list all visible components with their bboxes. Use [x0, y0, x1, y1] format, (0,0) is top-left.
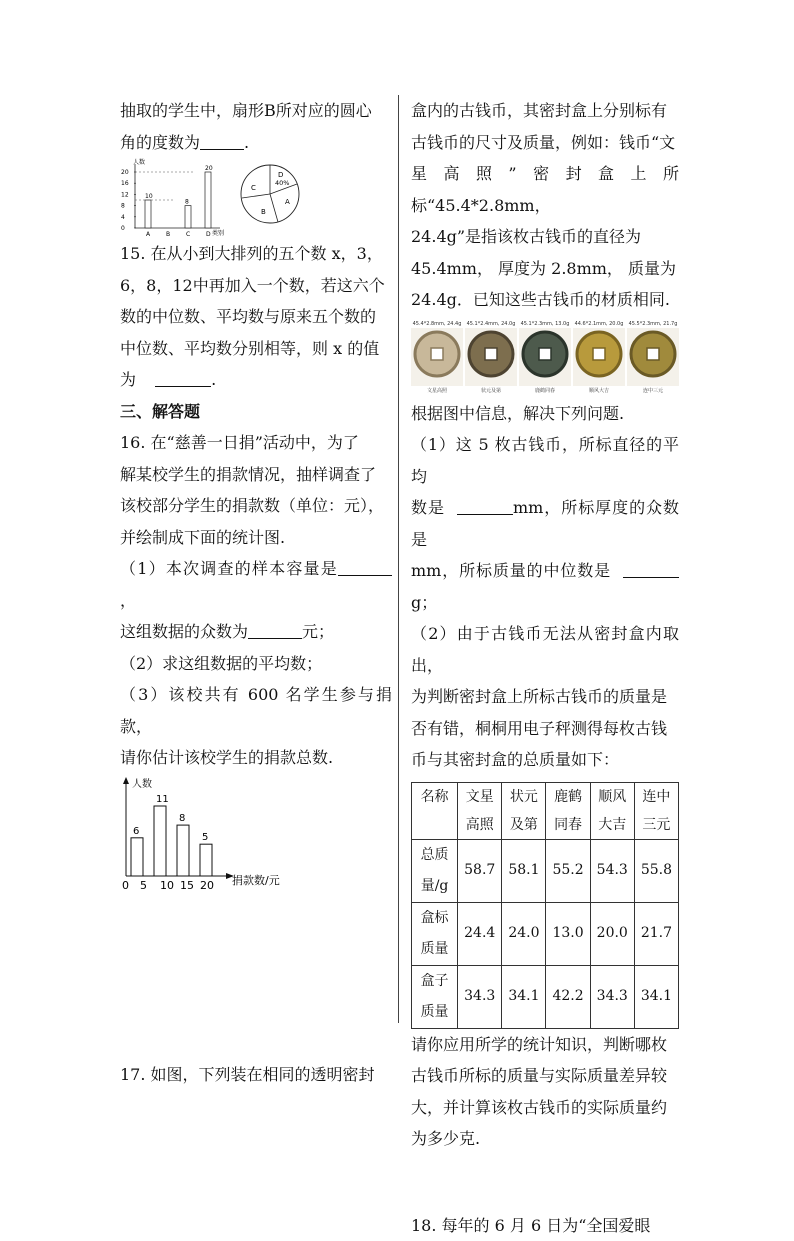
table-cell: 盒子质量 [412, 965, 458, 1028]
q14-line-2 [120, 127, 392, 159]
donation-bar-label: 8 [179, 813, 185, 824]
q17-diameter-mean-blank[interactable] [457, 496, 513, 515]
table-cell: 58.1 [502, 839, 546, 902]
coin-spec: 45.1*2.4mm, 24.0g [467, 321, 516, 327]
q14-period: . [244, 133, 249, 152]
table-header-cell: 顺风 大吉 [590, 782, 634, 839]
donation-bar-chart [120, 776, 300, 894]
donation-bar-label: 5 [202, 832, 208, 843]
bar-chart-x-tick: A [146, 231, 151, 238]
q16-sample-size-blank[interactable] [338, 557, 392, 576]
pie-label-d-percent: 40% [275, 179, 289, 187]
q16-part1-text: （1）本次调查的样本容量是 [120, 559, 338, 578]
q17-cont-6: 24.4g．已知这些古钱币的材质相同. [411, 284, 679, 316]
q17-part1-text-a: 数是 [411, 498, 451, 517]
q17-part2-line-4: 币与其密封盒的总质量如下： [411, 744, 679, 776]
q18-line-1: 18. 每年的 6 月 6 日为“全国爱眼 [411, 1210, 679, 1241]
q17-part1-text-c: mm，所标质量的中位数是 [411, 561, 617, 580]
q16-mode-blank[interactable] [248, 620, 302, 639]
bar-chart-y-tick: 4 [121, 214, 125, 221]
q16-mode-text: 这组数据的众数为 [120, 622, 248, 641]
bar-chart-y-tick: 12 [121, 191, 129, 198]
table-cell: 34.1 [502, 965, 546, 1028]
q16-part3-line-2: 请你估计该校学生的捐款总数. [120, 742, 392, 774]
donation-bar [154, 806, 166, 876]
q17-part1-line-1: （1）这 5 枚古钱币，所标直径的平均 [411, 429, 679, 492]
donation-x-tick: 20 [200, 879, 214, 892]
bar-chart-bar [145, 200, 151, 228]
bar-chart-bar [185, 206, 191, 228]
table-cell: 盒标质量 [412, 902, 458, 965]
q16-part2: （2）求这组数据的平均数； [120, 648, 392, 680]
q15-line-5 [120, 364, 392, 396]
left-column [120, 95, 392, 1090]
bar-chart-bar-label: 10 [145, 193, 153, 200]
table-header-cell: 名称 [412, 782, 458, 839]
right-column [411, 95, 679, 1241]
donation-bar-label: 11 [156, 794, 169, 805]
pie-label-b: B [261, 208, 266, 216]
column-divider [398, 95, 399, 1023]
coin-name: 连中三元 [643, 387, 663, 394]
q16-line-2: 解某校学生的捐款情况，抽样调查了 [120, 459, 392, 491]
table-row [412, 965, 679, 1028]
coin-name: 状元及第 [481, 387, 501, 394]
bar-chart-y-tick: 8 [121, 203, 125, 210]
q16-part1-line-2 [120, 616, 392, 648]
coin-name: 鹿鹤同春 [535, 387, 555, 394]
q15-line-2: 6，8，12中再加入一个数，若这六个 [120, 270, 392, 302]
bar-chart-y-tick: 20 [121, 169, 129, 176]
bar-chart-x-tick: B [166, 231, 170, 238]
pie-label-a: A [285, 198, 290, 206]
bar-chart-bar-label: 8 [185, 199, 189, 206]
q14-figures [120, 158, 392, 238]
coin-hole [647, 348, 659, 360]
q15-line-3: 数的中位数、平均数与原来五个数的 [120, 301, 392, 333]
table-cell: 34.1 [634, 965, 678, 1028]
q16-line-1: 16. 在“慈善一日捐”活动中，为了 [120, 427, 392, 459]
coin-spec: 44.6*2.1mm, 20.0g [575, 321, 624, 327]
coin-spec: 45.4*2.8mm, 24.4g [413, 321, 462, 327]
table-row [412, 902, 679, 965]
q17-part1-text-b: mm，所标厚度的众数是 [411, 498, 679, 549]
coin-hole [485, 348, 497, 360]
donation-bar-label: 6 [133, 825, 139, 836]
table-cell: 55.8 [634, 839, 678, 902]
table-cell: 34.3 [590, 965, 634, 1028]
q17-part1-line-3 [411, 555, 679, 618]
q17-cont-1: 盒内的古钱币，其密封盒上分别标有 [411, 95, 679, 127]
q17-cont-3: 星高照”密封盒上所标“45.4*2.8mm， [411, 158, 679, 221]
bar-chart-y-tick: 16 [121, 180, 129, 187]
table-cell: 总质量/g [412, 839, 458, 902]
table-header-cell: 连中 三元 [634, 782, 678, 839]
q15-text: 为 [120, 370, 141, 389]
table-header-row [412, 782, 679, 839]
q17-mass-median-blank[interactable] [623, 559, 679, 578]
table-cell: 58.7 [458, 839, 502, 902]
spacer [120, 894, 392, 1059]
table-cell: 42.2 [546, 965, 590, 1028]
q17-cont-4: 24.4g”是指该枚古钱币的直径为 [411, 221, 679, 253]
q14-text: 角的度数为 [120, 133, 200, 152]
q15-period: . [211, 370, 216, 389]
q16-part1-line-1 [120, 553, 392, 616]
q17-cont-2: 古钱币的尺寸及质量，例如：钱币“文 [411, 127, 679, 159]
q17-part2-line-8: 为多少克. [411, 1123, 679, 1155]
q17-part1-text-d: g； [411, 593, 437, 612]
q17-part2-line-3: 否有错，桐桐用电子秤测得每枚古钱 [411, 713, 679, 745]
coin-hole [431, 348, 443, 360]
section-title: 三、解答题 [120, 396, 392, 428]
donation-x-tick: 10 [160, 879, 174, 892]
q16-mode-unit: 元； [302, 622, 334, 641]
table-cell: 13.0 [546, 902, 590, 965]
coin-hole [539, 348, 551, 360]
table-cell: 54.3 [590, 839, 634, 902]
table-header-cell: 文星 高照 [458, 782, 502, 839]
q15-answer-blank[interactable] [155, 368, 211, 387]
bar-chart-x-tick: C [186, 231, 190, 238]
q16-part1-comma: ， [120, 591, 136, 610]
bar-chart-x-tick: D [206, 231, 211, 238]
donation-x-tick: 5 [140, 879, 147, 892]
donation-bar [177, 825, 189, 876]
spacer [411, 1155, 679, 1210]
q17-part2-line-5: 请你应用所学的统计知识，判断哪枚 [411, 1029, 679, 1061]
q17-prompt: 根据图中信息，解决下列问题. [411, 398, 679, 430]
bar-chart-xlabel: 类别 [212, 229, 224, 237]
coin-spec: 45.1*2.3mm, 13.0g [521, 321, 570, 327]
coin-hole [593, 348, 605, 360]
table-header-cell: 鹿鹤 同春 [546, 782, 590, 839]
bar-chart-ylabel: 人数 [133, 158, 145, 166]
table-cell: 34.3 [458, 965, 502, 1028]
donation-ylabel: 人数 [132, 777, 152, 790]
table-cell: 24.4 [458, 902, 502, 965]
table-cell: 21.7 [634, 902, 678, 965]
pie-label-d: D [278, 171, 283, 179]
q14-line-1: 抽取的学生中，扇形B所对应的圆心 [120, 95, 392, 127]
donation-bar [200, 844, 212, 876]
q17-line-1: 17. 如图，下列装在相同的透明密封 [120, 1059, 392, 1091]
table-cell: 20.0 [590, 902, 634, 965]
donation-x-tick: 15 [180, 879, 194, 892]
bar-chart-y-tick: 0 [121, 225, 125, 232]
coin-spec: 45.5*2.3mm, 21.7g [629, 321, 678, 327]
donation-bar [131, 837, 143, 875]
table-cell: 24.0 [502, 902, 546, 965]
q14-pie-chart [238, 160, 308, 230]
pie-label-c: C [251, 184, 256, 192]
q15-line-1: 15. 在从小到大排列的五个数 x，3， [120, 238, 392, 270]
table-header-cell: 状元 及第 [502, 782, 546, 839]
q17-part2-line-1: （2）由于古钱币无法从密封盒内取出， [411, 618, 679, 681]
donation-x-tick: 0 [122, 879, 129, 892]
q16-part3-line-1: （3）该校共有 600 名学生参与捐款， [120, 679, 392, 742]
coin-name: 文星高照 [427, 387, 448, 394]
q16-line-4: 并绘制成下面的统计图. [120, 522, 392, 554]
q17-part1-line-2 [411, 492, 679, 555]
bar-chart-bar [205, 172, 211, 228]
table-row [412, 839, 679, 902]
coin-name: 顺风大吉 [589, 387, 609, 394]
bar-chart-bar-label: 20 [205, 165, 213, 172]
table-cell: 55.2 [546, 839, 590, 902]
coins-figure [411, 316, 679, 398]
q14-answer-blank[interactable] [200, 131, 244, 150]
q16-line-3: 该校部分学生的捐款数（单位：元）， [120, 490, 392, 522]
q17-part2-line-7: 大，并计算该枚古钱币的实际质量约 [411, 1092, 679, 1124]
donation-xlabel: 捐款数/元 [232, 873, 280, 887]
q17-part2-line-6: 古钱币所标的质量与实际质量差异较 [411, 1060, 679, 1092]
coin-photos [411, 316, 679, 398]
q17-part2-line-2: 为判断密封盒上所标古钱币的质量是 [411, 681, 679, 713]
q17-cont-5: 45.4mm， 厚度为 2.8mm， 质量为 [411, 253, 679, 285]
coin-mass-table [411, 782, 679, 1029]
q15-line-4: 中位数、平均数分别相等，则 x 的值 [120, 333, 392, 365]
